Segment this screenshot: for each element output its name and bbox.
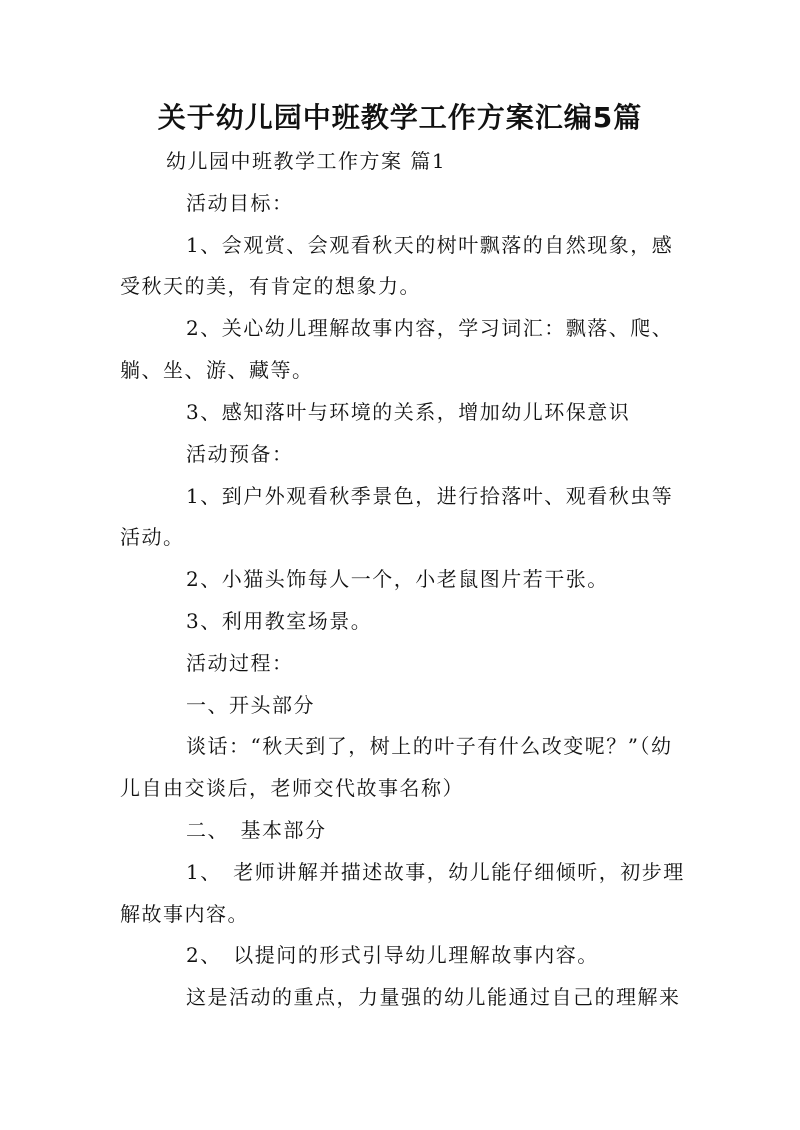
page-title: 关于幼儿园中班教学工作方案汇编5篇 [157,101,643,134]
paragraph-line: 一、开头部分 [186,693,315,717]
paragraph-line: 受秋天的美，有肯定的想象力。 [120,274,421,298]
section-subtitle: 幼儿园中班教学工作方案 篇1 [166,149,447,173]
paragraph-line: 1、会观赏、会观看秋天的树叶飘落的自然现象，感 [186,233,674,257]
paragraph-line: 2、 以提问的形式引导幼儿理解故事内容。 [186,943,599,967]
paragraph-line: 1、 老师讲解并描述故事，幼儿能仔细倾听，初步理 [186,860,685,884]
paragraph-line: 1、到户外观看秋季景色，进行拾落叶、观看秋虫等 [186,484,674,508]
paragraph-line: 活动。 [120,525,185,549]
paragraph-line: 儿自由交谈后，老师交代故事名称） [120,776,464,800]
paragraph-line: 活动目标： [186,191,294,215]
paragraph-line: 3、利用教室场景。 [186,609,373,633]
paragraph-line: 活动过程： [186,651,294,675]
paragraph-line: 2、关心幼儿理解故事内容，学习词汇：飘落、爬、 [186,316,674,340]
paragraph-line: 这是活动的重点，力量强的幼儿能通过自己的理解来 [186,985,681,1009]
paragraph-line: 二、 基本部分 [186,818,327,842]
paragraph-line: 解故事内容。 [120,902,249,926]
paragraph-line: 3、感知落叶与环境的关系，增加幼儿环保意识 [186,400,631,424]
paragraph-line: 活动预备： [186,442,294,466]
paragraph-line: 2、小猫头饰每人一个，小老鼠图片若干张。 [186,567,609,591]
paragraph-line: 谈话：“秋天到了，树上的叶子有什么改变呢？”（幼 [186,734,673,758]
paragraph-line: 躺、坐、游、藏等。 [120,358,314,382]
